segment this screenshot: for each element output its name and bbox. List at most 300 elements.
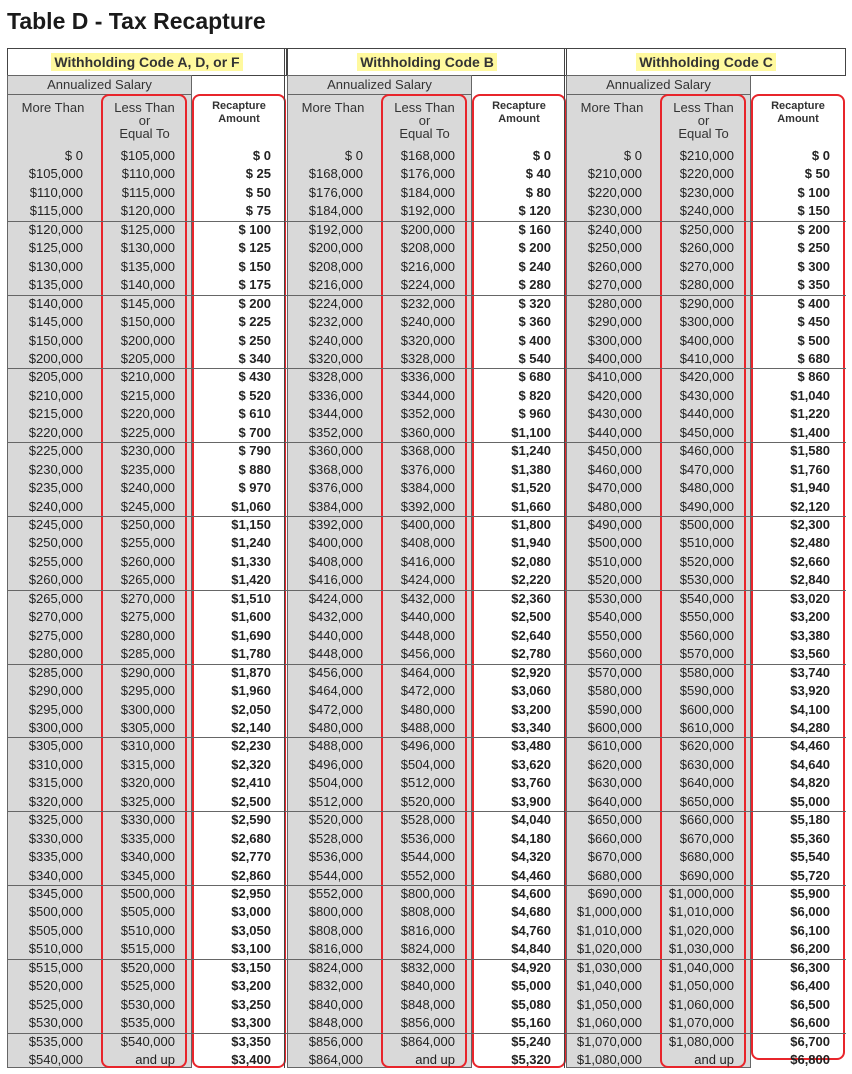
- less-than-cell: $488,000: [400, 719, 455, 735]
- less-than-cell: $290,000: [679, 295, 734, 311]
- table-row: [566, 571, 846, 589]
- more-than-cell: $1,070,000: [576, 1033, 642, 1049]
- less-than-cell: $808,000: [400, 904, 455, 920]
- less-than-cell: $432,000: [400, 590, 455, 606]
- less-than-cell: $520,000: [679, 553, 734, 569]
- less-than-cell: $512,000: [400, 775, 455, 791]
- more-than-cell: $660,000: [587, 830, 642, 846]
- recapture-amount-cell: $3,000: [231, 904, 271, 920]
- less-than-cell: $265,000: [120, 572, 175, 588]
- table-row: [287, 221, 567, 239]
- table-row: [7, 1033, 287, 1051]
- table-row: [7, 664, 287, 682]
- less-than-cell: $305,000: [120, 719, 175, 735]
- table-row: [287, 461, 567, 479]
- more-than-cell: $848,000: [308, 1015, 363, 1031]
- more-than-cell: $336,000: [308, 387, 363, 403]
- less-than-cell: $192,000: [400, 203, 455, 219]
- more-than-cell: $270,000: [28, 609, 83, 625]
- less-than-cell: $224,000: [400, 277, 455, 293]
- table-row: [7, 442, 287, 460]
- more-than-cell: $480,000: [308, 719, 363, 735]
- less-than-cell: $528,000: [400, 812, 455, 828]
- recapture-amount-cell: $ 450: [797, 314, 830, 330]
- less-than-cell: $816,000: [400, 922, 455, 938]
- recapture-amount-cell: $ 360: [518, 314, 551, 330]
- more-than-cell: $600,000: [587, 719, 642, 735]
- more-than-cell: $456,000: [308, 664, 363, 680]
- more-than-cell: $856,000: [308, 1033, 363, 1049]
- recapture-amount-cell: $ 50: [804, 166, 830, 182]
- table-row: [566, 1014, 846, 1032]
- recapture-amount-cell: $ 0: [252, 148, 271, 163]
- less-than-cell: $535,000: [120, 1015, 175, 1031]
- more-than-cell: $110,000: [29, 184, 83, 200]
- more-than-cell: $515,000: [28, 959, 83, 975]
- panel-1: [287, 48, 567, 1068]
- more-than-cell: $400,000: [587, 350, 642, 366]
- more-than-cell: $560,000: [587, 646, 642, 662]
- table-row: [287, 295, 567, 313]
- recapture-amount-cell: $3,200: [231, 978, 271, 994]
- table-row: [287, 756, 567, 774]
- less-than-cell: $392,000: [400, 498, 455, 514]
- more-than-cell: $ 0: [623, 148, 642, 163]
- more-than-cell: $505,000: [28, 922, 83, 938]
- recapture-amount-cell: $2,840: [790, 572, 830, 588]
- more-than-cell: $250,000: [28, 535, 83, 551]
- more-than-cell: $424,000: [308, 590, 363, 606]
- table-row: [566, 811, 846, 829]
- table-row: [566, 442, 846, 460]
- recapture-amount-cell: $3,480: [511, 738, 551, 754]
- more-than-cell: $440,000: [587, 424, 642, 440]
- less-than-cell: $472,000: [400, 683, 455, 699]
- table-row: [7, 184, 287, 202]
- table-row: [7, 332, 287, 350]
- table-row: [287, 184, 567, 202]
- more-than-cell: $690,000: [587, 886, 642, 901]
- table-row: [287, 276, 567, 294]
- table-row: [566, 977, 846, 995]
- more-than-cell: $344,000: [308, 406, 363, 422]
- recapture-amount-cell: $ 320: [518, 295, 551, 311]
- more-than-cell: $300,000: [587, 332, 642, 348]
- recapture-amount-cell: $1,940: [511, 535, 551, 551]
- less-than-cell: $1,080,000: [668, 1033, 734, 1049]
- recapture-amount-cell: $4,640: [790, 756, 830, 772]
- recapture-amount-cell: $ 340: [238, 350, 271, 366]
- more-than-cell: $224,000: [308, 295, 363, 311]
- more-than-cell: $510,000: [28, 941, 83, 957]
- table-row: [7, 608, 287, 626]
- more-than-cell: $255,000: [28, 553, 83, 569]
- recapture-amount-cell: $6,600: [790, 1015, 830, 1031]
- recapture-amount-cell: $2,410: [231, 775, 271, 791]
- less-than-cell: $300,000: [679, 314, 734, 330]
- more-than-cell: $310,000: [28, 756, 83, 772]
- recapture-amount-cell: $4,920: [511, 959, 551, 975]
- table-row: [566, 498, 846, 516]
- recapture-amount-cell: $4,680: [511, 904, 551, 920]
- table-row: [287, 645, 567, 663]
- more-than-cell: $535,000: [28, 1033, 83, 1049]
- table-row: [566, 202, 846, 220]
- recapture-amount-cell: $1,940: [790, 480, 830, 496]
- more-than-cell: $245,000: [28, 517, 83, 532]
- table-row: [7, 830, 287, 848]
- recapture-amount-cell: $3,920: [790, 683, 830, 699]
- more-than-header: More Than: [580, 100, 644, 115]
- less-than-cell: $408,000: [400, 535, 455, 551]
- recapture-amount-cell: $4,040: [511, 812, 551, 828]
- less-than-cell: $225,000: [120, 424, 175, 440]
- table-row: [7, 811, 287, 829]
- recapture-amount-cell: $5,080: [511, 996, 551, 1012]
- recapture-amount-cell: $ 520: [238, 387, 271, 403]
- more-than-cell: $360,000: [308, 443, 363, 459]
- less-than-cell: $325,000: [120, 793, 175, 809]
- more-than-cell: $200,000: [308, 240, 363, 256]
- table-row: [287, 424, 567, 442]
- recapture-amount-header: Recapture Amount: [212, 100, 266, 125]
- recapture-amount-cell: $2,660: [790, 553, 830, 569]
- less-than-cell: $448,000: [400, 627, 455, 643]
- less-than-cell: $344,000: [400, 387, 455, 403]
- recapture-amount-cell: $ 75: [245, 203, 271, 219]
- more-than-cell: $488,000: [308, 738, 363, 754]
- table-row: [7, 1051, 287, 1069]
- recapture-amount-cell: $2,920: [511, 664, 551, 680]
- more-than-cell: $510,000: [587, 553, 642, 569]
- table-row: [287, 627, 567, 645]
- less-than-cell: $490,000: [679, 498, 734, 514]
- less-than-cell: $1,060,000: [668, 996, 734, 1012]
- recapture-amount-cell: $6,800: [790, 1052, 830, 1068]
- less-than-cell: $600,000: [679, 701, 734, 717]
- more-than-cell: $192,000: [308, 221, 363, 237]
- recapture-amount-cell: $ 280: [518, 277, 551, 293]
- more-than-cell: $200,000: [28, 350, 83, 366]
- recapture-amount-cell: $2,950: [231, 886, 271, 901]
- table-row: [287, 147, 567, 165]
- table-row: [7, 276, 287, 294]
- more-than-cell: $610,000: [587, 738, 642, 754]
- more-than-cell: $832,000: [308, 978, 363, 994]
- recapture-amount-cell: $1,690: [231, 627, 271, 643]
- recapture-amount-cell: $5,360: [790, 830, 830, 846]
- less-than-cell: $245,000: [120, 498, 175, 514]
- less-than-cell: $270,000: [120, 590, 175, 606]
- less-than-cell: $130,000: [120, 240, 175, 256]
- table-row: [7, 498, 287, 516]
- more-than-cell: $280,000: [28, 646, 83, 662]
- recapture-amount-cell: $1,100: [511, 424, 551, 440]
- table-row: [287, 332, 567, 350]
- recapture-amount-cell: $1,660: [511, 498, 551, 514]
- table-row: [566, 903, 846, 921]
- recapture-amount-cell: $ 225: [238, 314, 271, 330]
- less-than-cell: $320,000: [400, 332, 455, 348]
- recapture-amount-cell: $ 100: [797, 184, 830, 200]
- less-than-cell: $368,000: [400, 443, 455, 459]
- table-row: [287, 664, 567, 682]
- less-than-cell: $200,000: [120, 332, 175, 348]
- recapture-amount-cell: $3,560: [790, 646, 830, 662]
- table-row: [287, 590, 567, 608]
- withholding-code-label: Withholding Code A, D, or F: [51, 53, 242, 71]
- less-than-cell: $440,000: [400, 609, 455, 625]
- table-row: [566, 405, 846, 423]
- table-row: [566, 276, 846, 294]
- less-than-cell: $550,000: [679, 609, 734, 625]
- table-row: [566, 756, 846, 774]
- recapture-amount-cell: $5,000: [511, 978, 551, 994]
- less-than-cell: $140,000: [120, 277, 175, 293]
- recapture-amount-cell: $6,200: [790, 941, 830, 957]
- table-row: [7, 996, 287, 1014]
- table-row: [566, 922, 846, 940]
- table-row: [566, 996, 846, 1014]
- recapture-amount-cell: $3,300: [231, 1015, 271, 1031]
- less-than-cell: and up: [415, 1052, 455, 1068]
- recapture-amount-cell: $ 960: [518, 406, 551, 422]
- table-row: [7, 590, 287, 608]
- table-row: [287, 1014, 567, 1032]
- recapture-amount-cell: $ 610: [238, 406, 271, 422]
- more-than-cell: $416,000: [308, 572, 363, 588]
- recapture-amount-cell: $6,700: [790, 1033, 830, 1049]
- less-than-cell: $640,000: [679, 775, 734, 791]
- table-row: [566, 461, 846, 479]
- table-row: [566, 1051, 846, 1069]
- recapture-amount-cell: $2,480: [790, 535, 830, 551]
- table-row: [566, 940, 846, 958]
- more-than-cell: $540,000: [28, 1052, 83, 1068]
- more-than-cell: $590,000: [587, 701, 642, 717]
- more-than-cell: $680,000: [587, 867, 642, 883]
- recapture-amount-cell: $ 50: [245, 184, 271, 200]
- table-row: [566, 664, 846, 682]
- recapture-amount-cell: $2,050: [231, 701, 271, 717]
- table-row: [287, 922, 567, 940]
- less-than-cell: $1,040,000: [668, 959, 734, 975]
- more-than-cell: $240,000: [28, 498, 83, 514]
- more-than-cell: $536,000: [308, 849, 363, 865]
- table-row: [287, 959, 567, 977]
- recapture-amount-cell: $ 500: [797, 332, 830, 348]
- less-than-cell: $420,000: [679, 369, 734, 385]
- less-than-cell: $376,000: [400, 461, 455, 477]
- recapture-amount-cell: $ 430: [238, 369, 271, 385]
- less-than-cell: $280,000: [120, 627, 175, 643]
- table-row: [287, 553, 567, 571]
- recapture-amount-cell: $3,900: [511, 793, 551, 809]
- more-than-cell: $168,000: [308, 166, 363, 182]
- less-than-cell: $540,000: [120, 1033, 175, 1049]
- recapture-amount-cell: $3,100: [231, 941, 271, 957]
- table-row: [7, 313, 287, 331]
- more-than-cell: $408,000: [308, 553, 363, 569]
- less-than-cell: $520,000: [120, 959, 175, 975]
- more-than-cell: $420,000: [587, 387, 642, 403]
- less-than-cell: $464,000: [400, 664, 455, 680]
- recapture-amount-cell: $ 680: [797, 350, 830, 366]
- table-row: [287, 885, 567, 903]
- recapture-amount-cell: $3,350: [231, 1033, 271, 1049]
- more-than-cell: $550,000: [587, 627, 642, 643]
- less-than-cell: $440,000: [679, 406, 734, 422]
- more-than-cell: $432,000: [308, 609, 363, 625]
- less-than-cell: $544,000: [400, 849, 455, 865]
- recapture-amount-header: Recapture Amount: [492, 100, 546, 125]
- less-than-cell: $285,000: [120, 646, 175, 662]
- annualized-salary-label: Annualized Salary: [287, 75, 472, 95]
- recapture-amount-cell: $ 700: [238, 424, 271, 440]
- table-row: [566, 258, 846, 276]
- more-than-header: More Than: [21, 100, 85, 115]
- recapture-amount-cell: $ 150: [238, 258, 271, 274]
- table-row: [287, 387, 567, 405]
- recapture-amount-cell: $ 160: [518, 221, 551, 237]
- more-than-cell: $220,000: [587, 184, 642, 200]
- recapture-amount-cell: $1,220: [790, 406, 830, 422]
- recapture-amount-cell: $2,320: [231, 756, 271, 772]
- more-than-cell: $544,000: [308, 867, 363, 883]
- recapture-amount-cell: $6,400: [790, 978, 830, 994]
- less-than-cell: and up: [694, 1052, 734, 1068]
- less-than-cell: $275,000: [120, 609, 175, 625]
- more-than-cell: $340,000: [28, 867, 83, 883]
- more-than-cell: $430,000: [587, 406, 642, 422]
- less-than-cell: $250,000: [120, 517, 175, 532]
- table-row: [287, 239, 567, 257]
- less-than-cell: $620,000: [679, 738, 734, 754]
- less-than-cell: $505,000: [120, 904, 175, 920]
- less-than-cell: $660,000: [679, 812, 734, 828]
- more-than-cell: $410,000: [587, 369, 642, 385]
- table-row: [7, 295, 287, 313]
- recapture-amount-header: Recapture Amount: [771, 100, 825, 125]
- table-row: [287, 442, 567, 460]
- recapture-amount-cell: $ 150: [797, 203, 830, 219]
- recapture-amount-cell: $4,100: [790, 701, 830, 717]
- less-than-cell: $530,000: [120, 996, 175, 1012]
- more-than-cell: $210,000: [587, 166, 642, 182]
- more-than-cell: $352,000: [308, 424, 363, 440]
- less-than-cell: $205,000: [120, 350, 175, 366]
- more-than-cell: $184,000: [308, 203, 363, 219]
- panel-divider: [564, 48, 565, 1068]
- table-row: [7, 571, 287, 589]
- more-than-cell: $500,000: [587, 535, 642, 551]
- more-than-cell: $1,020,000: [576, 941, 642, 957]
- table-row: [7, 553, 287, 571]
- less-than-cell: $525,000: [120, 978, 175, 994]
- table-row: [287, 608, 567, 626]
- more-than-cell: $265,000: [28, 590, 83, 606]
- recapture-amount-cell: $6,000: [790, 904, 830, 920]
- less-than-cell: $480,000: [679, 480, 734, 496]
- recapture-amount-cell: $1,060: [231, 498, 271, 514]
- recapture-amount-cell: $2,300: [790, 517, 830, 532]
- panel-2: [566, 48, 846, 1068]
- recapture-amount-cell: $5,000: [790, 793, 830, 809]
- more-than-cell: $470,000: [587, 480, 642, 496]
- recapture-amount-cell: $2,640: [511, 627, 551, 643]
- more-than-cell: $525,000: [28, 996, 83, 1012]
- less-than-cell: $530,000: [679, 572, 734, 588]
- more-than-cell: $816,000: [308, 941, 363, 957]
- recapture-amount-cell: $1,580: [790, 443, 830, 459]
- page-title: Table D - Tax Recapture: [7, 8, 266, 34]
- table-row: [287, 313, 567, 331]
- table-row: [7, 627, 287, 645]
- more-than-cell: $864,000: [308, 1052, 363, 1068]
- less-than-cell: $510,000: [120, 922, 175, 938]
- recapture-amount-cell: $1,420: [231, 572, 271, 588]
- less-than-cell: $500,000: [120, 886, 175, 901]
- less-than-cell: $1,050,000: [668, 978, 734, 994]
- more-than-cell: $270,000: [587, 277, 642, 293]
- recapture-amount-cell: $6,500: [790, 996, 830, 1012]
- less-than-cell: $135,000: [120, 258, 175, 274]
- table-row: [7, 774, 287, 792]
- more-than-cell: $490,000: [587, 517, 642, 532]
- recapture-amount-cell: $1,960: [231, 683, 271, 699]
- recapture-amount-cell: $4,840: [511, 941, 551, 957]
- table-row: [7, 719, 287, 737]
- less-than-cell: $650,000: [679, 793, 734, 809]
- less-than-header: Less Than or Equal To: [114, 100, 175, 141]
- table-row: [7, 756, 287, 774]
- more-than-cell: $1,030,000: [576, 959, 642, 975]
- more-than-cell: $650,000: [587, 812, 642, 828]
- less-than-cell: $216,000: [400, 258, 455, 274]
- less-than-cell: $200,000: [400, 221, 455, 237]
- recapture-amount-cell: $1,240: [511, 443, 551, 459]
- table-row: [287, 830, 567, 848]
- less-than-cell: $552,000: [400, 867, 455, 883]
- table-row: [7, 202, 287, 220]
- table-row: [566, 830, 846, 848]
- recapture-amount-cell: $ 970: [238, 480, 271, 496]
- more-than-cell: $240,000: [587, 221, 642, 237]
- recapture-amount-cell: $1,870: [231, 664, 271, 680]
- less-than-cell: $400,000: [679, 332, 734, 348]
- table-row: [287, 848, 567, 866]
- recapture-amount-cell: $ 820: [518, 387, 551, 403]
- recapture-amount-cell: $1,520: [511, 480, 551, 496]
- withholding-code-label: Withholding Code B: [357, 53, 497, 71]
- table-row: [566, 165, 846, 183]
- recapture-amount-cell: $1,760: [790, 461, 830, 477]
- recapture-amount-cell: $3,340: [511, 719, 551, 735]
- table-row: [287, 940, 567, 958]
- more-than-cell: $520,000: [308, 812, 363, 828]
- more-than-cell: $240,000: [308, 332, 363, 348]
- more-than-cell: $464,000: [308, 683, 363, 699]
- recapture-amount-cell: $ 200: [238, 295, 271, 311]
- table-row: [287, 774, 567, 792]
- table-row: [7, 737, 287, 755]
- table-row: [7, 645, 287, 663]
- more-than-cell: $368,000: [308, 461, 363, 477]
- more-than-cell: $376,000: [308, 480, 363, 496]
- table-row: [287, 368, 567, 386]
- more-than-cell: $345,000: [28, 886, 83, 901]
- more-than-cell: $260,000: [587, 258, 642, 274]
